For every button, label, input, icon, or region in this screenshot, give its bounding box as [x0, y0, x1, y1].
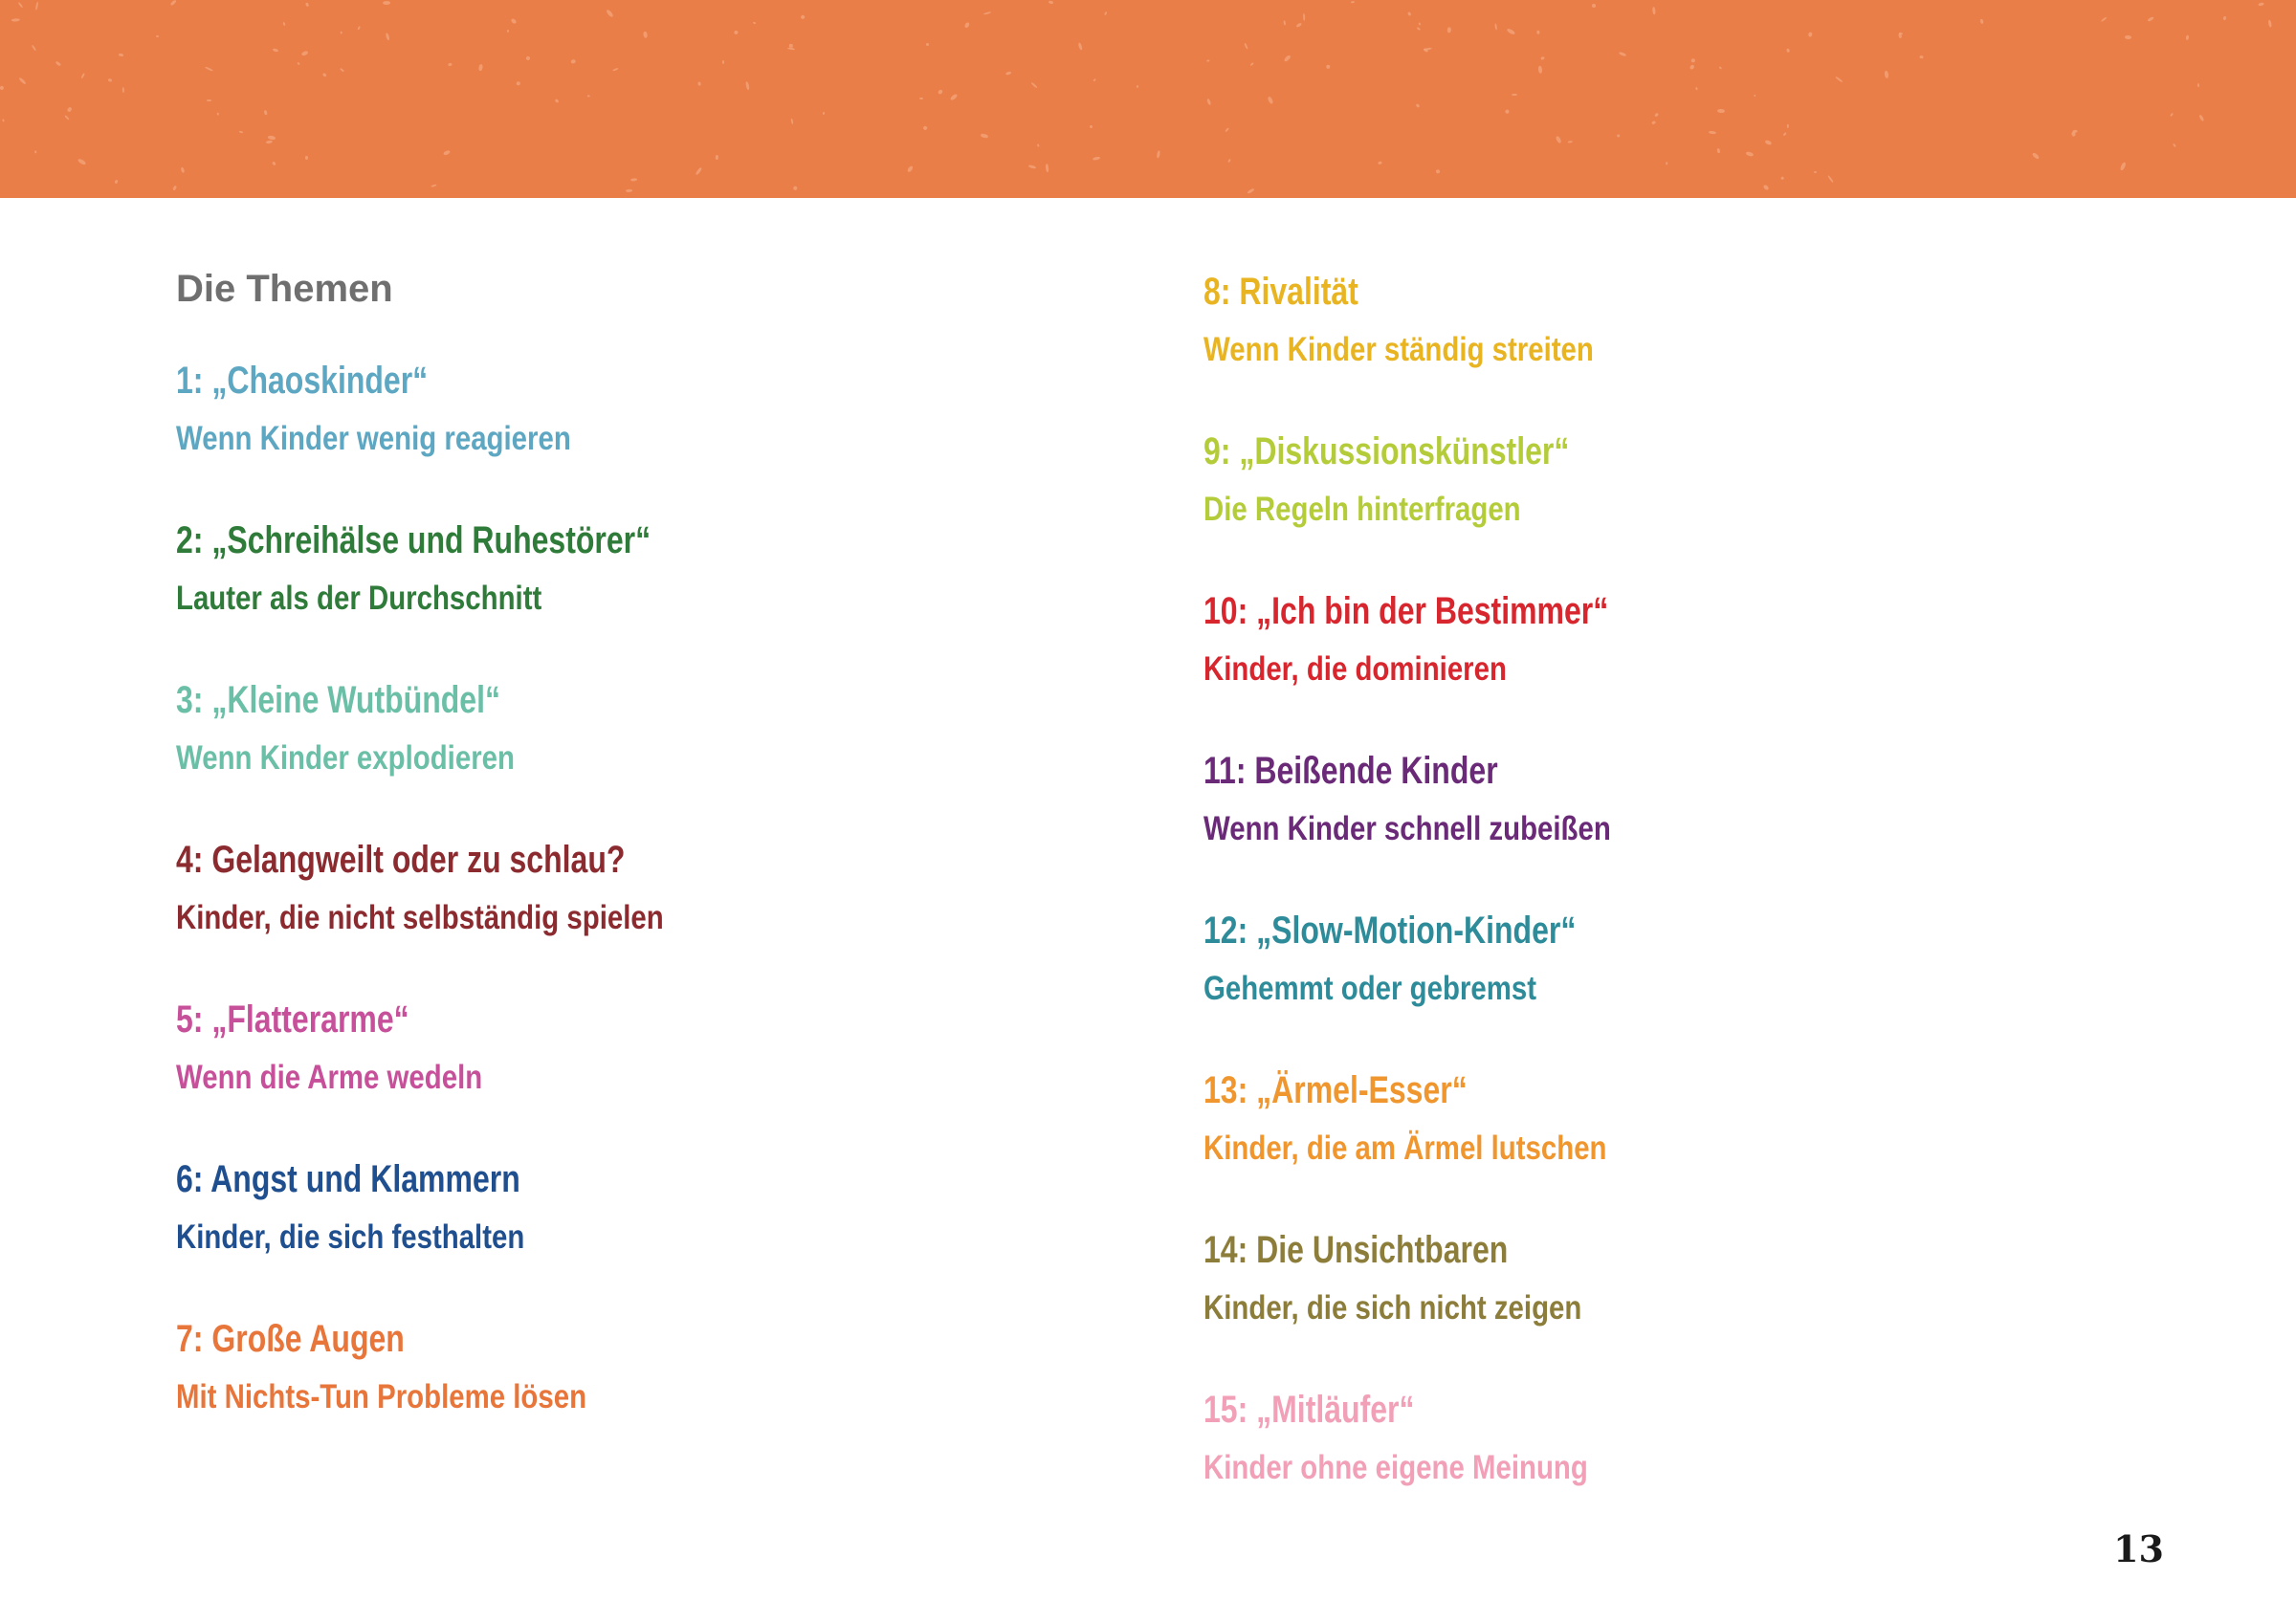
banner-speck	[1651, 121, 1656, 124]
banner-speck	[268, 135, 276, 140]
banner-speck	[2268, 19, 2272, 27]
topic-item	[1203, 906, 2160, 1010]
banner-speck	[1592, 4, 1597, 9]
banner-speck	[1536, 30, 1539, 33]
topic-subtitle: Kinder, die dominieren	[1203, 650, 1507, 688]
banner-speck	[1407, 11, 1412, 16]
banner-speck	[907, 165, 914, 173]
banner-speck	[430, 184, 437, 187]
banner-speck	[1689, 63, 1695, 70]
banner-speck	[239, 131, 244, 134]
banner-speck	[716, 155, 718, 160]
topic-subtitle: Kinder ohne eigene Meinung	[1203, 1449, 1588, 1486]
banner-speck	[516, 81, 520, 86]
banner-speck	[1090, 125, 1093, 129]
banner-speck	[2170, 113, 2174, 117]
banner-speck	[1691, 58, 1696, 63]
banner-speck	[1709, 131, 1716, 135]
banner-speck	[1568, 141, 1573, 143]
banner-speck	[322, 72, 327, 77]
topic-item	[176, 515, 1133, 620]
banner-speck	[1351, 0, 1355, 3]
banner-speck	[787, 47, 795, 50]
banner-speck	[156, 35, 159, 38]
banner-speck	[1268, 96, 1274, 104]
banner-speck	[305, 2, 309, 6]
topic-item	[1203, 267, 2160, 371]
banner-speck	[1046, 164, 1049, 172]
topic-title: 11: Beißende Kinder	[1203, 750, 1498, 792]
banner-speck	[790, 119, 793, 124]
banner-speck	[963, 22, 969, 29]
banner-speck	[2259, 3, 2264, 7]
banner-speck	[1326, 64, 1331, 69]
banner-speck	[937, 89, 943, 96]
banner-speck	[170, 0, 177, 6]
banner-speck	[823, 112, 826, 115]
banner-speck	[511, 18, 518, 25]
topic-item	[1203, 1065, 2160, 1170]
banner-speck	[950, 93, 959, 100]
topic-title: 9: „Diskussionskünstler“	[1203, 430, 1570, 472]
banner-speck	[1137, 85, 1138, 88]
banner-speck	[1419, 22, 1422, 26]
section-heading: Die Themen	[176, 268, 393, 310]
topic-item	[1203, 586, 2160, 691]
banner-speck	[67, 106, 73, 113]
topic-title: 15: „Mitläufer“	[1203, 1389, 1415, 1431]
banner-speck	[2101, 17, 2108, 23]
banner-speck	[2199, 114, 2205, 121]
banner-speck	[2197, 83, 2199, 87]
banner-speck	[297, 62, 300, 66]
banner-speck	[1814, 171, 1817, 173]
banner-speck	[1885, 71, 1889, 79]
topic-item	[1203, 1385, 2160, 1489]
banner-speck	[2173, 143, 2176, 147]
topic-item	[176, 995, 1133, 1099]
banner-speck	[1616, 133, 1620, 137]
topic-subtitle: Kinder, die nicht selbständig spielen	[176, 899, 664, 936]
banner-speck	[1244, 42, 1248, 49]
banner-speck	[1512, 94, 1517, 96]
banner-speck	[629, 178, 636, 182]
topic-title: 12: „Slow-Motion-Kinder“	[1203, 910, 1577, 952]
banner-speck	[32, 45, 36, 52]
banner-speck	[283, 21, 286, 25]
banner-speck	[34, 1, 38, 10]
banner-speck	[1754, 94, 1755, 97]
banner-speck	[1227, 159, 1231, 164]
banner-speck	[626, 188, 632, 191]
banner-speck	[1538, 66, 1543, 75]
banner-speck	[1416, 103, 1421, 108]
banner-speck	[919, 98, 923, 100]
banner-speck	[2186, 34, 2190, 39]
banner-speck	[1827, 175, 1834, 183]
banner-speck	[1780, 176, 1784, 180]
banner-speck	[55, 60, 60, 66]
topic-subtitle: Die Regeln hinterfragen	[1203, 491, 1521, 528]
topic-subtitle: Mit Nichts-Tun Probleme lösen	[176, 1378, 587, 1415]
banner-speck	[1654, 112, 1659, 117]
banner-speck	[305, 156, 308, 160]
banner-speck	[1836, 77, 1843, 83]
banner-speck	[263, 110, 267, 116]
banner-speck	[697, 82, 700, 86]
banner-speck	[35, 151, 37, 154]
topic-subtitle: Wenn Kinder explodieren	[176, 739, 515, 777]
banner-speck	[205, 66, 213, 71]
banner-speck	[1004, 72, 1011, 77]
banner-speck	[1920, 55, 1924, 59]
banner-speck	[1762, 184, 1769, 190]
banner-speck	[114, 179, 119, 184]
topic-subtitle: Kinder, die am Ärmel lutschen	[1203, 1130, 1607, 1167]
topic-title: 10: „Ich bin der Bestimmer“	[1203, 590, 1609, 632]
banner-speck	[606, 9, 614, 17]
banner-speck	[1093, 78, 1095, 81]
topic-subtitle: Kinder, die sich nicht zeigen	[1203, 1289, 1582, 1327]
banner-speck	[745, 81, 750, 90]
banner-speck	[800, 14, 806, 20]
banner-speck	[1506, 28, 1514, 35]
banner-speck	[1667, 162, 1668, 164]
banner-speck	[1246, 187, 1254, 194]
banner-speck	[981, 133, 988, 139]
banner-speck	[526, 55, 532, 60]
banner-speck	[11, 18, 20, 22]
banner-speck	[1077, 42, 1083, 51]
banner-speck	[1378, 161, 1382, 164]
topic-item	[176, 356, 1133, 460]
banner-speck	[273, 162, 277, 166]
banner-speck	[217, 113, 220, 116]
topic-title: 13: „Ärmel-Esser“	[1203, 1069, 1468, 1111]
banner-speck	[478, 64, 483, 72]
banner-speck	[926, 43, 929, 46]
banner-speck	[1653, 7, 1656, 14]
topic-item	[176, 675, 1133, 779]
banner-speck	[1540, 56, 1545, 61]
banner-speck	[382, 1, 389, 5]
banner-speck	[121, 87, 123, 93]
banner-speck	[108, 78, 112, 82]
banner-speck	[1618, 52, 1625, 57]
banner-speck	[18, 77, 26, 85]
banner-speck	[301, 51, 309, 57]
topic-title: 1: „Chaoskinder“	[176, 360, 429, 402]
banner-speck	[752, 21, 756, 24]
banner-speck	[1028, 164, 1037, 169]
banner-speck	[357, 26, 361, 31]
topic-item	[1203, 746, 2160, 850]
banner-speck	[81, 73, 85, 78]
page-number: 13	[2113, 1527, 2164, 1570]
topic-subtitle: Wenn Kinder wenig reagieren	[176, 420, 571, 457]
banner-speck	[507, 30, 510, 33]
banner-speck	[554, 99, 559, 103]
banner-speck	[1104, 11, 1107, 15]
banner-speck	[180, 166, 185, 172]
banner-speck	[2120, 162, 2127, 171]
topic-title: 14: Die Unsichtbaren	[1203, 1229, 1509, 1271]
banner-speck	[1786, 49, 1790, 53]
topic-subtitle: Gehemmt oder gebremst	[1203, 970, 1536, 1007]
banner-speck	[18, 1, 24, 7]
banner-speck	[793, 186, 798, 192]
topic-item	[1203, 1225, 2160, 1329]
banner-speck	[1555, 136, 1562, 144]
topic-subtitle: Lauter als der Durchschnitt	[176, 580, 542, 617]
banner-speck	[1494, 23, 1497, 31]
topic-subtitle: Kinder, die sich festhalten	[176, 1218, 525, 1256]
banner-speck	[207, 99, 211, 101]
banner-speck	[444, 150, 451, 156]
banner-speck	[733, 30, 739, 35]
topic-item	[1203, 427, 2160, 531]
topic-title: 4: Gelangweilt oder zu schlau?	[176, 839, 626, 881]
banner-speck	[2, 119, 5, 122]
banner-speck	[77, 158, 86, 165]
banner-speck	[1765, 140, 1773, 145]
banner-speck	[1206, 60, 1210, 62]
topic-title: 3: „Kleine Wutbündel“	[176, 679, 500, 721]
topic-title: 5: „Flatterarme“	[176, 998, 409, 1041]
banner-speck	[1284, 55, 1292, 62]
banner-speck	[448, 63, 453, 67]
banner-speck	[922, 125, 928, 131]
banner-speck	[1157, 150, 1160, 158]
banner-speck	[570, 59, 575, 64]
banner-speck	[1250, 62, 1254, 66]
banner-speck	[1808, 32, 1813, 36]
topic-subtitle: Wenn Kinder schnell zubeißen	[1203, 810, 1611, 847]
banner-speck	[340, 68, 344, 73]
topic-title: 6: Angst und Klammern	[176, 1158, 520, 1200]
banner-speck	[695, 166, 702, 175]
topic-title: 2: „Schreihälse und Ruhestörer“	[176, 519, 651, 561]
topic-item	[176, 1314, 1133, 1418]
topic-title: 7: Große Augen	[176, 1318, 405, 1360]
banner-speck	[385, 33, 389, 41]
banner-speck	[2032, 152, 2040, 160]
banner-speck	[1695, 87, 1698, 91]
banner-speck	[722, 60, 724, 64]
banner-speck	[1206, 99, 1212, 106]
banner-speck	[119, 53, 124, 56]
banner-speck	[1417, 27, 1421, 31]
banner-speck	[586, 96, 589, 99]
top-banner	[0, 0, 2296, 198]
banner-speck	[1283, 20, 1286, 26]
topic-item	[176, 835, 1133, 939]
banner-speck	[1225, 128, 1229, 133]
banner-speck	[1719, 66, 1722, 69]
topic-subtitle: Wenn die Arme wedeln	[176, 1059, 483, 1096]
banner-speck	[1787, 124, 1789, 128]
banner-speck	[982, 11, 990, 15]
topic-title: 8: Rivalität	[1203, 271, 1358, 313]
banner-speck	[272, 48, 278, 53]
banner-speck	[1716, 148, 1720, 153]
banner-speck	[64, 115, 70, 121]
banner-speck	[612, 68, 619, 72]
banner-speck	[1302, 13, 1304, 21]
banner-speck	[1435, 169, 1440, 174]
banner-speck	[266, 141, 273, 144]
banner-speck	[0, 85, 5, 90]
banner-speck	[1783, 132, 1787, 136]
banner-speck	[340, 32, 342, 34]
banner-speck	[2125, 35, 2131, 39]
banner-speck	[2223, 15, 2227, 20]
banner-speck	[1296, 22, 1302, 27]
banner-speck	[1745, 151, 1753, 157]
banner-speck	[1030, 82, 1037, 89]
banner-speck	[172, 185, 177, 190]
banner-speck	[1049, 0, 1054, 5]
banner-speck	[1446, 27, 1451, 33]
banner-speck	[2147, 15, 2153, 21]
banner-speck	[643, 32, 649, 38]
banner-speck	[1093, 156, 1101, 161]
banner-speck	[1980, 19, 1984, 25]
banner-speck	[1037, 144, 1039, 147]
topic-subtitle: Wenn Kinder ständig streiten	[1203, 331, 1594, 368]
topic-item	[176, 1154, 1133, 1259]
banner-speck	[1717, 109, 1725, 114]
banner-speck	[1505, 110, 1510, 115]
